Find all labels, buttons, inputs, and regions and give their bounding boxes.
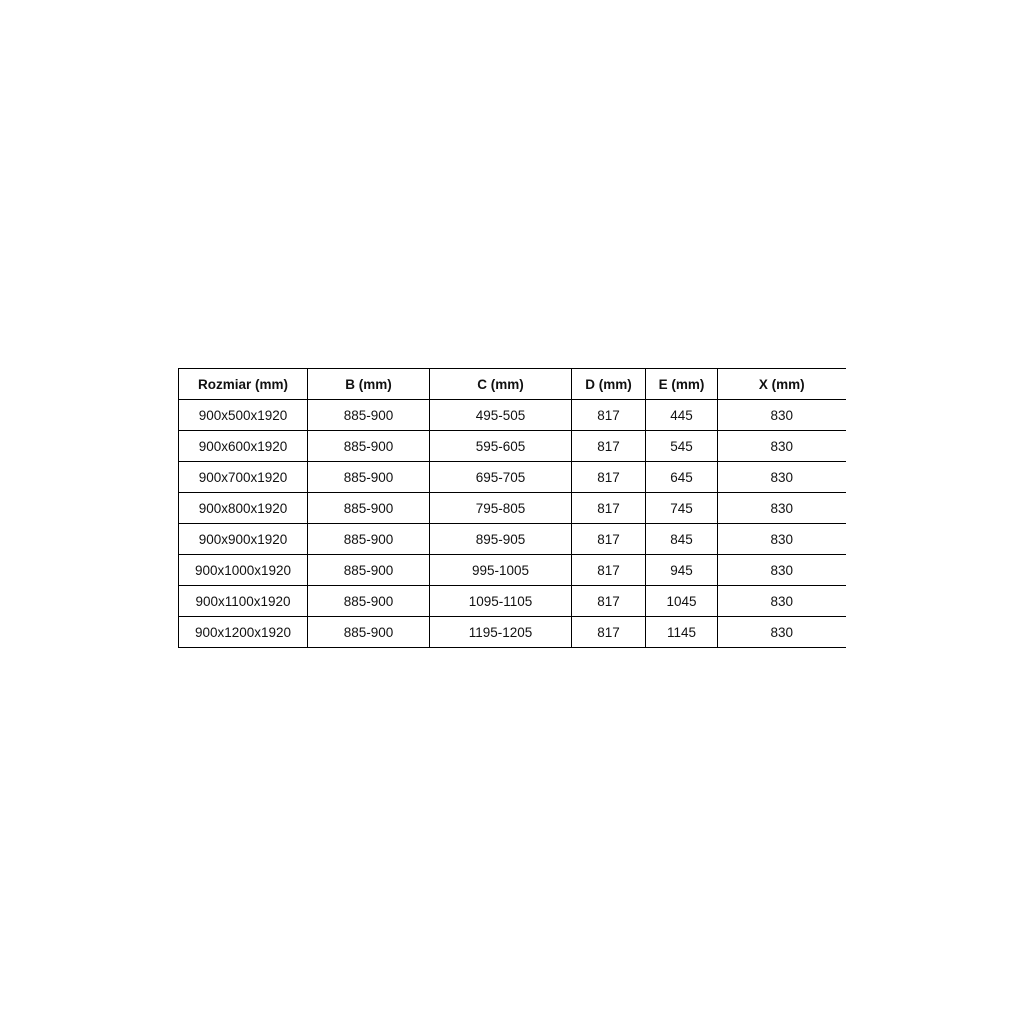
- table-cell: 900x1100x1920: [179, 586, 308, 617]
- table-cell: 817: [572, 462, 646, 493]
- table-cell: 885-900: [308, 431, 430, 462]
- table-cell: 885-900: [308, 586, 430, 617]
- column-header: E (mm): [646, 369, 718, 400]
- table-cell: 830: [718, 555, 846, 586]
- table-cell: 695-705: [430, 462, 572, 493]
- column-header: B (mm): [308, 369, 430, 400]
- table-cell: 1195-1205: [430, 617, 572, 648]
- table-cell: 745: [646, 493, 718, 524]
- table-row: [179, 555, 846, 586]
- table-cell: 830: [718, 400, 846, 431]
- table-row: [179, 493, 846, 524]
- table-row: [179, 431, 846, 462]
- table-cell: 830: [718, 586, 846, 617]
- spec-table-header: [179, 369, 846, 400]
- table-cell: 895-905: [430, 524, 572, 555]
- table-cell: 1045: [646, 586, 718, 617]
- table-row: [179, 586, 846, 617]
- table-cell: 445: [646, 400, 718, 431]
- table-cell: 945: [646, 555, 718, 586]
- table-row: [179, 400, 846, 431]
- table-row: [179, 524, 846, 555]
- column-header: D (mm): [572, 369, 646, 400]
- dimensions-spec-table: [178, 368, 846, 648]
- table-cell: 900x1000x1920: [179, 555, 308, 586]
- column-header: Rozmiar (mm): [179, 369, 308, 400]
- table-cell: 830: [718, 524, 846, 555]
- table-cell: 817: [572, 617, 646, 648]
- table-cell: 845: [646, 524, 718, 555]
- table-cell: 830: [718, 617, 846, 648]
- table-cell: 900x1200x1920: [179, 617, 308, 648]
- table-cell: 900x600x1920: [179, 431, 308, 462]
- table-cell: 817: [572, 555, 646, 586]
- table-cell: 495-505: [430, 400, 572, 431]
- table-cell: 900x500x1920: [179, 400, 308, 431]
- table-cell: 1095-1105: [430, 586, 572, 617]
- column-header: C (mm): [430, 369, 572, 400]
- table-cell: 817: [572, 400, 646, 431]
- table-cell: 817: [572, 431, 646, 462]
- spec-table-body: [179, 400, 846, 648]
- table-cell: 885-900: [308, 462, 430, 493]
- table-row: [179, 617, 846, 648]
- table-cell: 885-900: [308, 555, 430, 586]
- table-cell: 817: [572, 493, 646, 524]
- table-cell: 830: [718, 493, 846, 524]
- table-cell: 830: [718, 431, 846, 462]
- spec-table-container: [178, 368, 846, 648]
- table-cell: 900x900x1920: [179, 524, 308, 555]
- column-header: X (mm): [718, 369, 846, 400]
- table-cell: 885-900: [308, 524, 430, 555]
- table-cell: 795-805: [430, 493, 572, 524]
- table-cell: 995-1005: [430, 555, 572, 586]
- table-cell: 545: [646, 431, 718, 462]
- table-cell: 885-900: [308, 400, 430, 431]
- table-cell: 817: [572, 524, 646, 555]
- table-row: [179, 462, 846, 493]
- table-cell: 830: [718, 462, 846, 493]
- table-cell: 645: [646, 462, 718, 493]
- table-cell: 1145: [646, 617, 718, 648]
- table-cell: 885-900: [308, 493, 430, 524]
- table-cell: 817: [572, 586, 646, 617]
- table-cell: 900x800x1920: [179, 493, 308, 524]
- table-cell: 885-900: [308, 617, 430, 648]
- table-cell: 900x700x1920: [179, 462, 308, 493]
- header-row: [179, 369, 846, 400]
- table-cell: 595-605: [430, 431, 572, 462]
